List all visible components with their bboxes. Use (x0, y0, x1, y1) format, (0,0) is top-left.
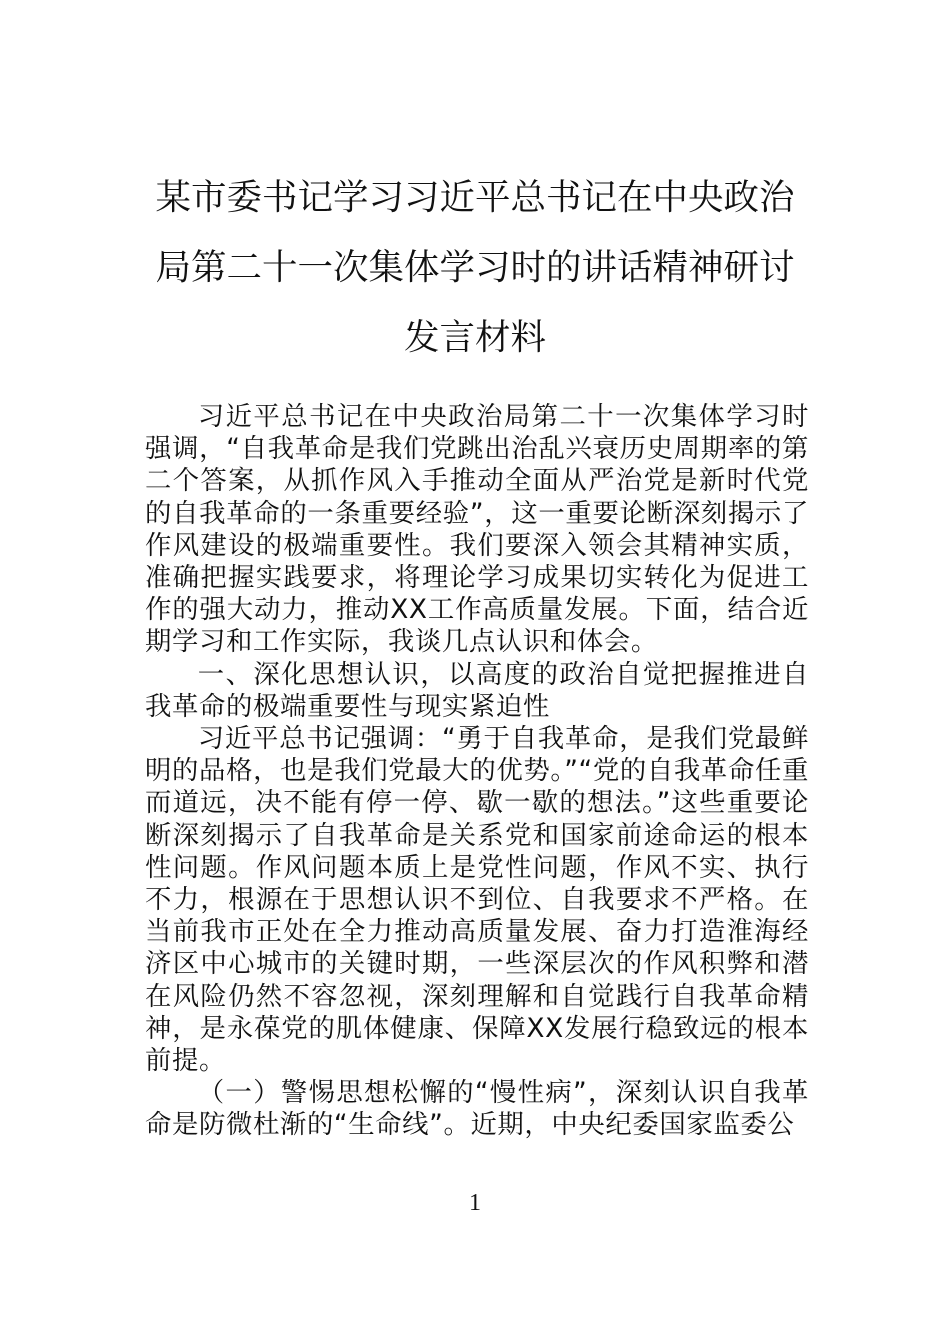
title-line-1: 某市委书记学习习近平总书记在中央政治 (155, 177, 795, 218)
title-line-3: 发言材料 (403, 317, 546, 358)
paragraph-section-1: 习近平总书记强调：“勇于自我革命，是我们党最鲜明的品格，也是我们党最大的优势。”“党的自我革命任重而道远，决不能有停一停、歇一歇的想法。”这些重要论断深刻揭示了自我革命是关系党和国家前途命运的根本性问题。作风问题本质上是党性问题，作风不实、执行不力，根源在于思想认识不到位、自我要求不严格。在当前我市正处在全力推动高质量发展、奋力打造淮海经济区中心城市的关键时期，一些深层次的作风积弊和潜在风险仍然不容忽视，深刻理解和自觉践行自我革命精神，是永葆党的肌体健康、保障XX发展行稳致远的根本前提。 (145, 723, 809, 1077)
title-line-2: 局第二十一次集体学习时的讲话精神研讨 (155, 247, 795, 288)
page-number: 1 (469, 1190, 481, 1216)
document-title (145, 163, 805, 373)
paragraph-intro: 习近平总书记在中央政治局第二十一次集体学习时强调，“自我革命是我们党跳出治乱兴衰历史周期率的第二个答案，从抓作风入手推动全面从严治党是新时代党的自我革命的一条重要经验”，这一重要论断深刻揭示了作风建设的极端重要性。我们要深入领会其精神实质，准确把握实践要求，将理论学习成果切实转化为促进工作的强大动力，推动XX工作高质量发展。下面，结合近期学习和工作实际，我谈几点认识和体会。 (145, 401, 809, 658)
subsection-heading-1: （一）警惕思想松懈的“慢性病”，深刻认识自我革命是防微杜渐的“生命线”。近期，中央纪委国家监委公 (145, 1077, 809, 1141)
section-heading-1: 一、深化思想认识，以高度的政治自觉把握推进自我革命的极端重要性与现实紧迫性 (145, 658, 809, 722)
document-body (145, 401, 809, 1142)
